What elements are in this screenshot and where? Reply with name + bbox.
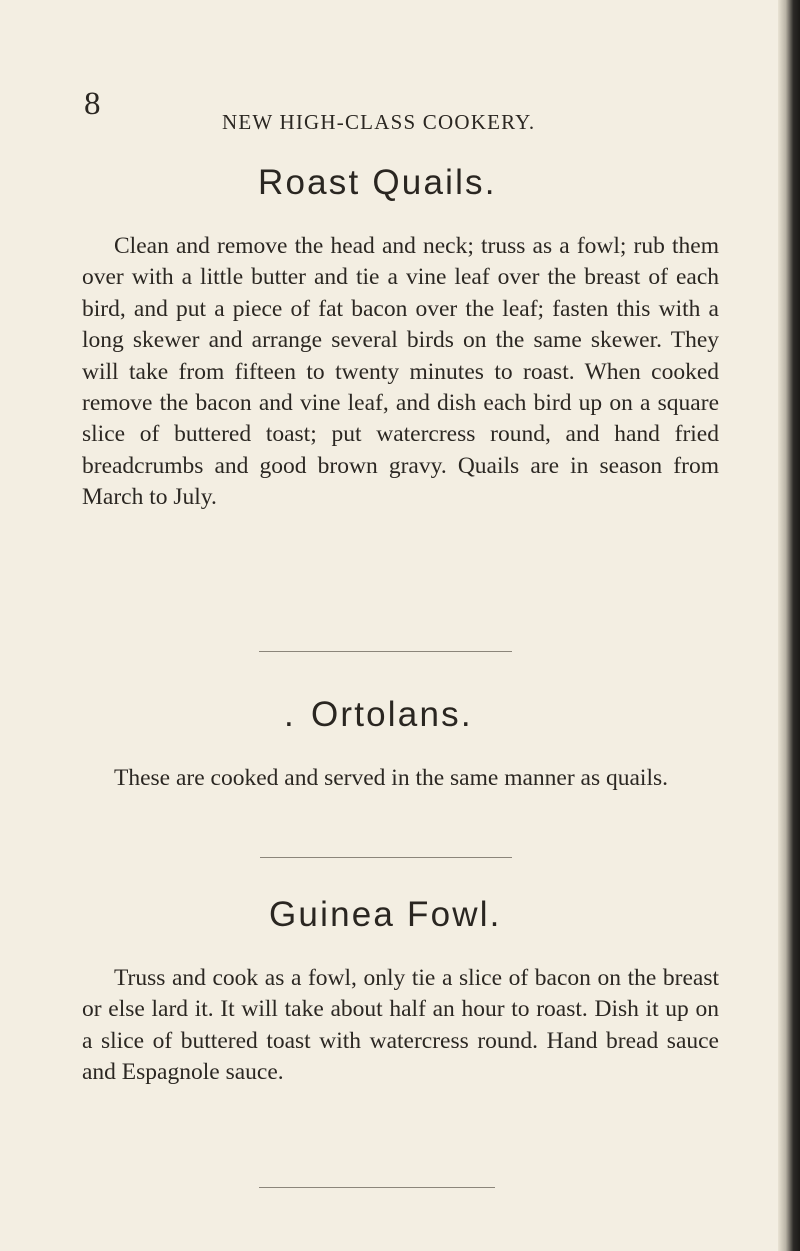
section-body-text: Clean and remove the head and neck; truss as a fowl; rub them over with a little butter and tie a vine leaf over the breast of each bird, and put a piece of fat bacon over the leaf; fasten this with a long skewer and arrange several birds on the same skewer. They will take from fifteen to twenty minutes to roast. When cooked remove the bacon and vine leaf, and dish each bird up on a square slice of buttered toast; put watercress round, and hand fried breadcrumbs and good brown gravy. Quails are in season from March to July. — [82, 233, 719, 511]
section-heading-guinea-fowl: Guinea Fowl. — [269, 895, 502, 934]
section-divider — [260, 857, 512, 858]
section-body-ortolans — [82, 763, 719, 794]
running-head: NEW HIGH-CLASS COOKERY. — [222, 110, 536, 134]
page-edge-shadow — [778, 0, 800, 1251]
heading-text: Ortolans. — [310, 695, 473, 734]
page-number: 8 — [84, 86, 101, 122]
heading-stray-dot: . — [284, 695, 296, 734]
section-body-guinea-fowl — [82, 963, 719, 1089]
section-body-roast-quails — [82, 231, 719, 514]
section-body-text: These are cooked and served in the same manner as quails. — [114, 765, 668, 791]
section-heading-ortolans — [284, 695, 473, 735]
section-divider — [259, 651, 512, 652]
section-divider — [259, 1187, 495, 1188]
section-body-text: Truss and cook as a fowl, only tie a slice of bacon on the breast or else lard it. It will take about half an hour to roast. Dish it up on a slice of buttered toast with watercress round. Hand bread sauce and Espagnole sauce. — [82, 965, 719, 1086]
section-heading-roast-quails: Roast Quails. — [258, 163, 497, 202]
